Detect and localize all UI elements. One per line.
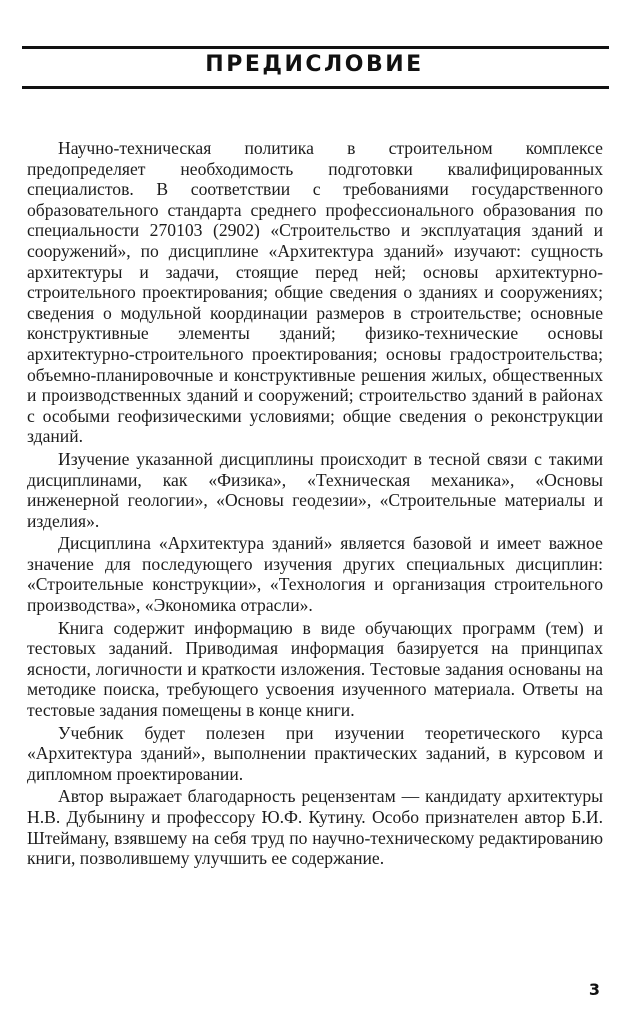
paragraph-2: Изучение указанной дисциплины происходит в тесной связи с такими дисциплинами, как «Физика», «Техническая механика», «Основы инженерной геологии», «Основы геодезии», «Строительные материалы и изделия». [27,448,603,531]
page-number: 3 [588,980,600,999]
paragraph-1: Научно-техническая политика в строительном комплексе предопределяет необходимость подготовки квалифицированных специалистов. В соответствии с требованиями государственного образовательного стандарта среднего профессионального образования по специальности 270103 (2902) «Строительство и эксплуатация зданий и сооружений», по дисциплине «Архитектура зданий» изучают: сущность архитектуры и задачи, стоящие перед ней; основы архитектурно-строительного проектирования; общие сведения о зданиях и сооружениях; сведения о модульной координации размеров в строительстве; основные конструктивные элементы зданий; физико-технические основы архитектурно-строительного проектирования; основы градостроительства; объемно-планировочные и конструктивные решения жилых, общественных и производственных зданий и сооружений; строительство зданий в районах с особыми геофизическими условиями; общие сведения о реконструкции зданий. [27,138,603,447]
paragraph-3: Дисциплина «Архитектура зданий» является базовой и имеет важное значение для последующего изучения других специальных дисциплин: «Строительные конструкции», «Технология и организация строительного производства», «Экономика отрасли». [27,533,603,616]
paragraph-6: Автор выражает благодарность рецензентам — кандидату архитектуры Н.В. Дубынину и профессору Ю.Ф. Кутину. Особо признателен автор Б.И. Штейману, взявшему на себя труд по научно-техническому редактированию книги, позволившему улучшить ее содержание. [27,786,603,869]
preface-body [27,138,603,871]
page-title: ПРЕДИСЛОВИЕ [205,52,424,77]
header-rule-bottom [22,86,609,89]
paragraph-4: Книга содержит информацию в виде обучающих программ (тем) и тестовых заданий. Приводимая информация базируется на принципах ясности, логичности и краткости изложения. Тестовые задания основаны на методике поиска, требующего усвоения изученного материала. Ответы на тестовые задания помещены в конце книги. [27,617,603,721]
paragraph-5: Учебник будет полезен при изучении теоретического курса «Архитектура зданий», выполнении практических заданий, в курсовом и дипломном проектировании. [27,722,603,784]
header-rule-top [22,46,609,49]
